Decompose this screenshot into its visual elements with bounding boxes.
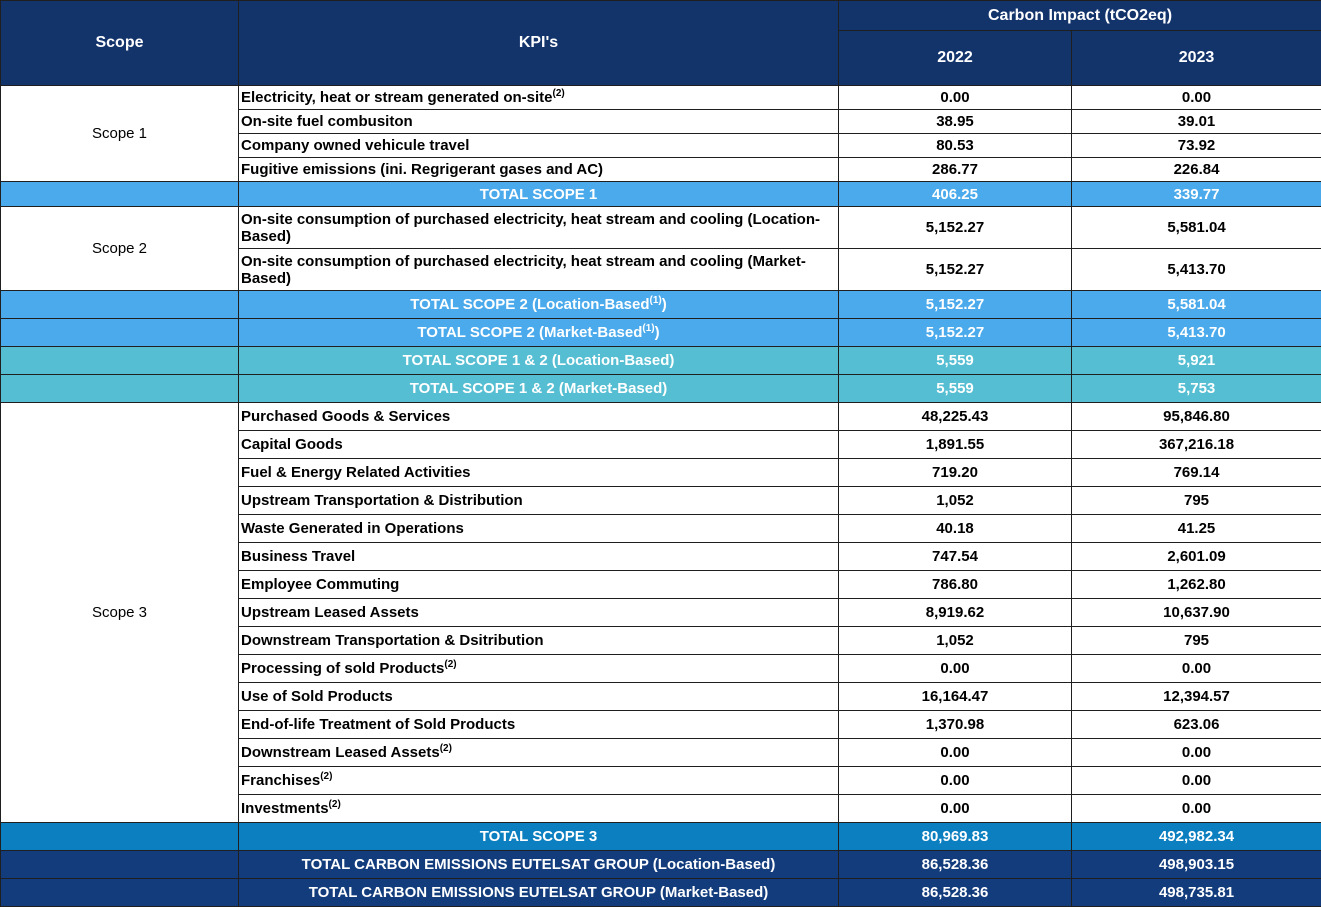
total-2022: 5,152.27 [839,291,1072,319]
value-2023: 0.00 [1072,86,1321,110]
kpi-cell: On-site consumption of purchased electricity, heat stream and cooling (Market-Based) [239,249,839,291]
value-2022: 16,164.47 [839,683,1072,711]
kpi-cell: Upstream Leased Assets [239,599,839,627]
total-label: TOTAL SCOPE 2 (Market-Based$^{(1)}$) [239,319,839,347]
total-row-scope-3 [1,823,1321,851]
value-2022: 0.00 [839,655,1072,683]
value-2023: 226.84 [1072,158,1321,182]
header-kpi: KPI's [239,1,839,86]
kpi-cell: Electricity, heat or stream generated on-site$^{(2)}$ [239,86,839,110]
kpi-cell: Investments$^{(2)}$ [239,795,839,823]
value-2023: 0.00 [1072,767,1321,795]
blank-cell [1,347,239,375]
value-2022: 786.80 [839,571,1072,599]
value-2022: 40.18 [839,515,1072,543]
total-2022: 406.25 [839,182,1072,207]
total-2023: 498,735.81 [1072,879,1321,907]
total-2022: 80,969.83 [839,823,1072,851]
value-2023: 769.14 [1072,459,1321,487]
value-2022: 5,152.27 [839,207,1072,249]
value-2023: 5,581.04 [1072,207,1321,249]
blank-cell [1,851,239,879]
kpi-cell: Business Travel [239,543,839,571]
table-row [1,207,1321,249]
value-2023: 0.00 [1072,739,1321,767]
total-label: TOTAL SCOPE 1 & 2 (Location-Based) [239,347,839,375]
total-2023: 498,903.15 [1072,851,1321,879]
value-2022: 0.00 [839,795,1072,823]
value-2023: 367,216.18 [1072,431,1321,459]
value-2022: 286.77 [839,158,1072,182]
value-2023: 95,846.80 [1072,403,1321,431]
total-2023: 5,581.04 [1072,291,1321,319]
kpi-cell: Fuel & Energy Related Activities [239,459,839,487]
total-label: TOTAL SCOPE 1 & 2 (Market-Based) [239,375,839,403]
kpi-cell: Employee Commuting [239,571,839,599]
total-label: TOTAL SCOPE 1 [239,182,839,207]
blank-cell [1,879,239,907]
total-2022: 5,559 [839,347,1072,375]
value-2023: 0.00 [1072,655,1321,683]
total-label: TOTAL SCOPE 2 (Location-Based$^{(1)}$) [239,291,839,319]
kpi-cell: End-of-life Treatment of Sold Products [239,711,839,739]
header-scope: Scope [1,1,239,86]
kpi-cell: Downstream Transportation & Dsitribution [239,627,839,655]
value-2023: 623.06 [1072,711,1321,739]
total-2023: 492,982.34 [1072,823,1321,851]
blank-cell [1,182,239,207]
total-label: TOTAL SCOPE 3 [239,823,839,851]
header-year-2022: 2022 [839,31,1072,86]
total-2022: 5,559 [839,375,1072,403]
value-2022: 719.20 [839,459,1072,487]
total-row-scope-1-2-market [1,375,1321,403]
value-2022: 1,370.98 [839,711,1072,739]
total-row-scope-1 [1,182,1321,207]
total-row-group-market [1,879,1321,907]
value-2023: 73.92 [1072,134,1321,158]
total-row-scope-2-market [1,319,1321,347]
value-2023: 5,413.70 [1072,249,1321,291]
blank-cell [1,375,239,403]
header-carbon-impact: Carbon Impact (tCO2eq) [839,1,1321,31]
table-row [1,86,1321,110]
value-2022: 1,891.55 [839,431,1072,459]
scope-1-label: Scope 1 [1,86,239,182]
total-2023: 5,753 [1072,375,1321,403]
value-2022: 1,052 [839,487,1072,515]
value-2022: 38.95 [839,110,1072,134]
total-row-scope-2-location [1,291,1321,319]
kpi-cell: On-site consumption of purchased electricity, heat stream and cooling (Location-Based) [239,207,839,249]
total-label: TOTAL CARBON EMISSIONS EUTELSAT GROUP (Location-Based) [239,851,839,879]
header-year-2023: 2023 [1072,31,1321,86]
value-2022: 747.54 [839,543,1072,571]
total-row-scope-1-2-location [1,347,1321,375]
blank-cell [1,823,239,851]
value-2023: 41.25 [1072,515,1321,543]
value-2023: 0.00 [1072,795,1321,823]
value-2022: 0.00 [839,86,1072,110]
value-2022: 80.53 [839,134,1072,158]
total-2023: 5,921 [1072,347,1321,375]
value-2022: 8,919.62 [839,599,1072,627]
kpi-cell: Processing of sold Products$^{(2)}$ [239,655,839,683]
total-label: TOTAL CARBON EMISSIONS EUTELSAT GROUP (Market-Based) [239,879,839,907]
scope-3-label: Scope 3 [1,403,239,823]
value-2022: 0.00 [839,739,1072,767]
kpi-cell: Fugitive emissions (ini. Regrigerant gases and AC) [239,158,839,182]
total-2023: 339.77 [1072,182,1321,207]
kpi-cell: On-site fuel combusiton [239,110,839,134]
value-2022: 48,225.43 [839,403,1072,431]
value-2023: 795 [1072,627,1321,655]
value-2023: 1,262.80 [1072,571,1321,599]
value-2022: 1,052 [839,627,1072,655]
blank-cell [1,319,239,347]
value-2023: 2,601.09 [1072,543,1321,571]
value-2023: 12,394.57 [1072,683,1321,711]
total-2022: 86,528.36 [839,879,1072,907]
value-2022: 0.00 [839,767,1072,795]
kpi-cell: Purchased Goods & Services [239,403,839,431]
kpi-cell: Use of Sold Products [239,683,839,711]
kpi-cell: Waste Generated in Operations [239,515,839,543]
total-row-group-location [1,851,1321,879]
value-2023: 10,637.90 [1072,599,1321,627]
value-2023: 39.01 [1072,110,1321,134]
table-row [1,403,1321,431]
kpi-cell: Downstream Leased Assets$^{(2)}$ [239,739,839,767]
kpi-cell: Upstream Transportation & Distribution [239,487,839,515]
total-2023: 5,413.70 [1072,319,1321,347]
scope-2-label: Scope 2 [1,207,239,291]
kpi-cell: Company owned vehicule travel [239,134,839,158]
total-2022: 5,152.27 [839,319,1072,347]
value-2022: 5,152.27 [839,249,1072,291]
kpi-cell: Capital Goods [239,431,839,459]
kpi-cell: Franchises$^{(2)}$ [239,767,839,795]
blank-cell [1,291,239,319]
value-2023: 795 [1072,487,1321,515]
total-2022: 86,528.36 [839,851,1072,879]
